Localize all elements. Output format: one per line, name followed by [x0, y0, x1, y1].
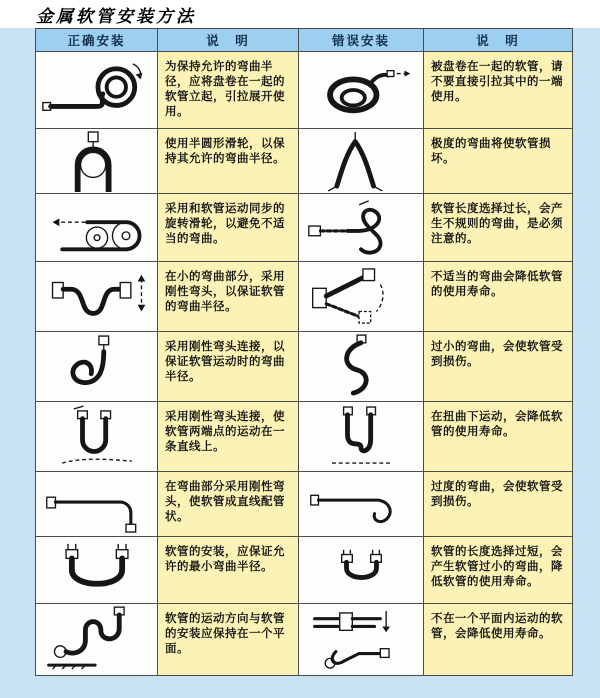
same-plane-motion-diagram [39, 605, 155, 675]
minimum-bend-radius-diagram [39, 538, 155, 602]
excessive-bend-diagram [303, 472, 419, 536]
table-row [36, 537, 573, 604]
correct-desc-cell: 采用刚性弯头连接，以保证软管运动时的弯曲半径。 [158, 332, 299, 402]
semicircular-pulley-diagram [39, 130, 155, 192]
rigid-elbow-small-bend-diagram [39, 263, 155, 331]
correct-image-cell [36, 129, 158, 194]
coiled-hose-upright-unrolled-diagram [39, 54, 155, 126]
header-correct-desc: 说 明 [158, 29, 299, 52]
correct-image-cell [36, 472, 158, 537]
table-row [36, 52, 573, 129]
wrong-desc-cell: 极度的弯曲将使软管损坏。 [424, 129, 573, 194]
table-row [36, 194, 573, 262]
correct-image-cell [36, 604, 158, 676]
straight-run-rigid-elbow-diagram [39, 472, 155, 536]
too-short-hose-diagram [303, 538, 419, 602]
correct-desc-cell: 采用和软管运动同步的旋转滑轮，以避免不适当的弯曲。 [158, 194, 299, 262]
wrong-image-cell [299, 262, 424, 332]
correct-desc-cell: 在弯曲部分采用刚性弯头，使软管成直线配管状。 [158, 472, 299, 537]
irregular-loop-bend-diagram [303, 195, 419, 261]
wrong-desc-cell: 不在一个平面内运动的软管，会降低使用寿命。 [424, 604, 573, 676]
header-wrong-install: 错误安装 [299, 29, 424, 52]
twisted-motion-diagram [303, 403, 419, 471]
coiled-hose-end-pulled-diagram [303, 54, 419, 126]
header-row [36, 29, 573, 52]
wrong-image-cell [299, 402, 424, 472]
correct-desc-cell: 软管的运动方向与软管的安装应保持在一个平面。 [158, 604, 299, 676]
wrong-desc-cell: 被盘卷在一起的软管，请不要直接引拉其中的一端使用。 [424, 52, 573, 129]
table-row [36, 332, 573, 402]
table-row [36, 129, 573, 194]
wrong-image-cell [299, 472, 424, 537]
wrong-desc-cell: 软管长度选择过长，会产生不规则的弯曲，是必须注意的。 [424, 194, 573, 262]
correct-image-cell [36, 262, 158, 332]
wrong-image-cell [299, 194, 424, 262]
correct-desc-cell: 软管的安装，应保证允许的最小弯曲半径。 [158, 537, 299, 604]
wrong-desc-cell: 过度的弯曲，会使软管受到损伤。 [424, 472, 573, 537]
out-of-plane-motion-diagram [303, 605, 419, 675]
wrong-image-cell [299, 604, 424, 676]
wrong-desc-cell: 软管的长度选择过短，会产生软管过小的弯曲，降低软管的使用寿命。 [424, 537, 573, 604]
wrong-image-cell [299, 129, 424, 194]
correct-image-cell [36, 332, 158, 402]
wrong-image-cell [299, 537, 424, 604]
rigid-elbow-connection-diagram [39, 333, 155, 401]
wrong-image-cell [299, 52, 424, 129]
table-row [36, 604, 573, 676]
header-correct-install: 正确安装 [36, 29, 158, 52]
synchronized-rotating-pulley-diagram [39, 195, 155, 261]
wrong-image-cell [299, 332, 424, 402]
installation-table [35, 28, 573, 676]
wrong-desc-cell: 在扭曲下运动，会降低软管的使用寿命。 [424, 402, 573, 472]
table-row [36, 262, 573, 332]
wrong-desc-cell: 过小的弯曲，会使软管受到损伤。 [424, 332, 573, 402]
wrong-desc-cell: 不适当的弯曲会降低软管的使用寿命。 [424, 262, 573, 332]
page-title: 金属软管安装方法 [36, 6, 196, 27]
table-row [36, 472, 573, 537]
title-band [0, 0, 600, 28]
correct-desc-cell: 在小的弯曲部分，采用刚性弯头，以保证软管的弯曲半径。 [158, 262, 299, 332]
correct-desc-cell: 为保持允许的弯曲半径，应将盘卷在一起的软管立起，引拉展开使用。 [158, 52, 299, 129]
correct-desc-cell: 使用半圆形滑轮，以保持其允许的弯曲半径。 [158, 129, 299, 194]
inline-endpoint-motion-diagram [39, 403, 155, 471]
correct-image-cell [36, 52, 158, 129]
too-small-bend-hook-diagram [303, 333, 419, 401]
header-wrong-desc: 说 明 [424, 29, 573, 52]
correct-image-cell [36, 537, 158, 604]
table-row [36, 402, 573, 472]
correct-image-cell [36, 194, 158, 262]
correct-image-cell [36, 402, 158, 472]
extreme-bend-diagram [303, 130, 419, 192]
correct-desc-cell: 采用刚性弯头连接，使软管两端点的运动在一条直线上。 [158, 402, 299, 472]
improper-sharp-bend-diagram [303, 263, 419, 331]
